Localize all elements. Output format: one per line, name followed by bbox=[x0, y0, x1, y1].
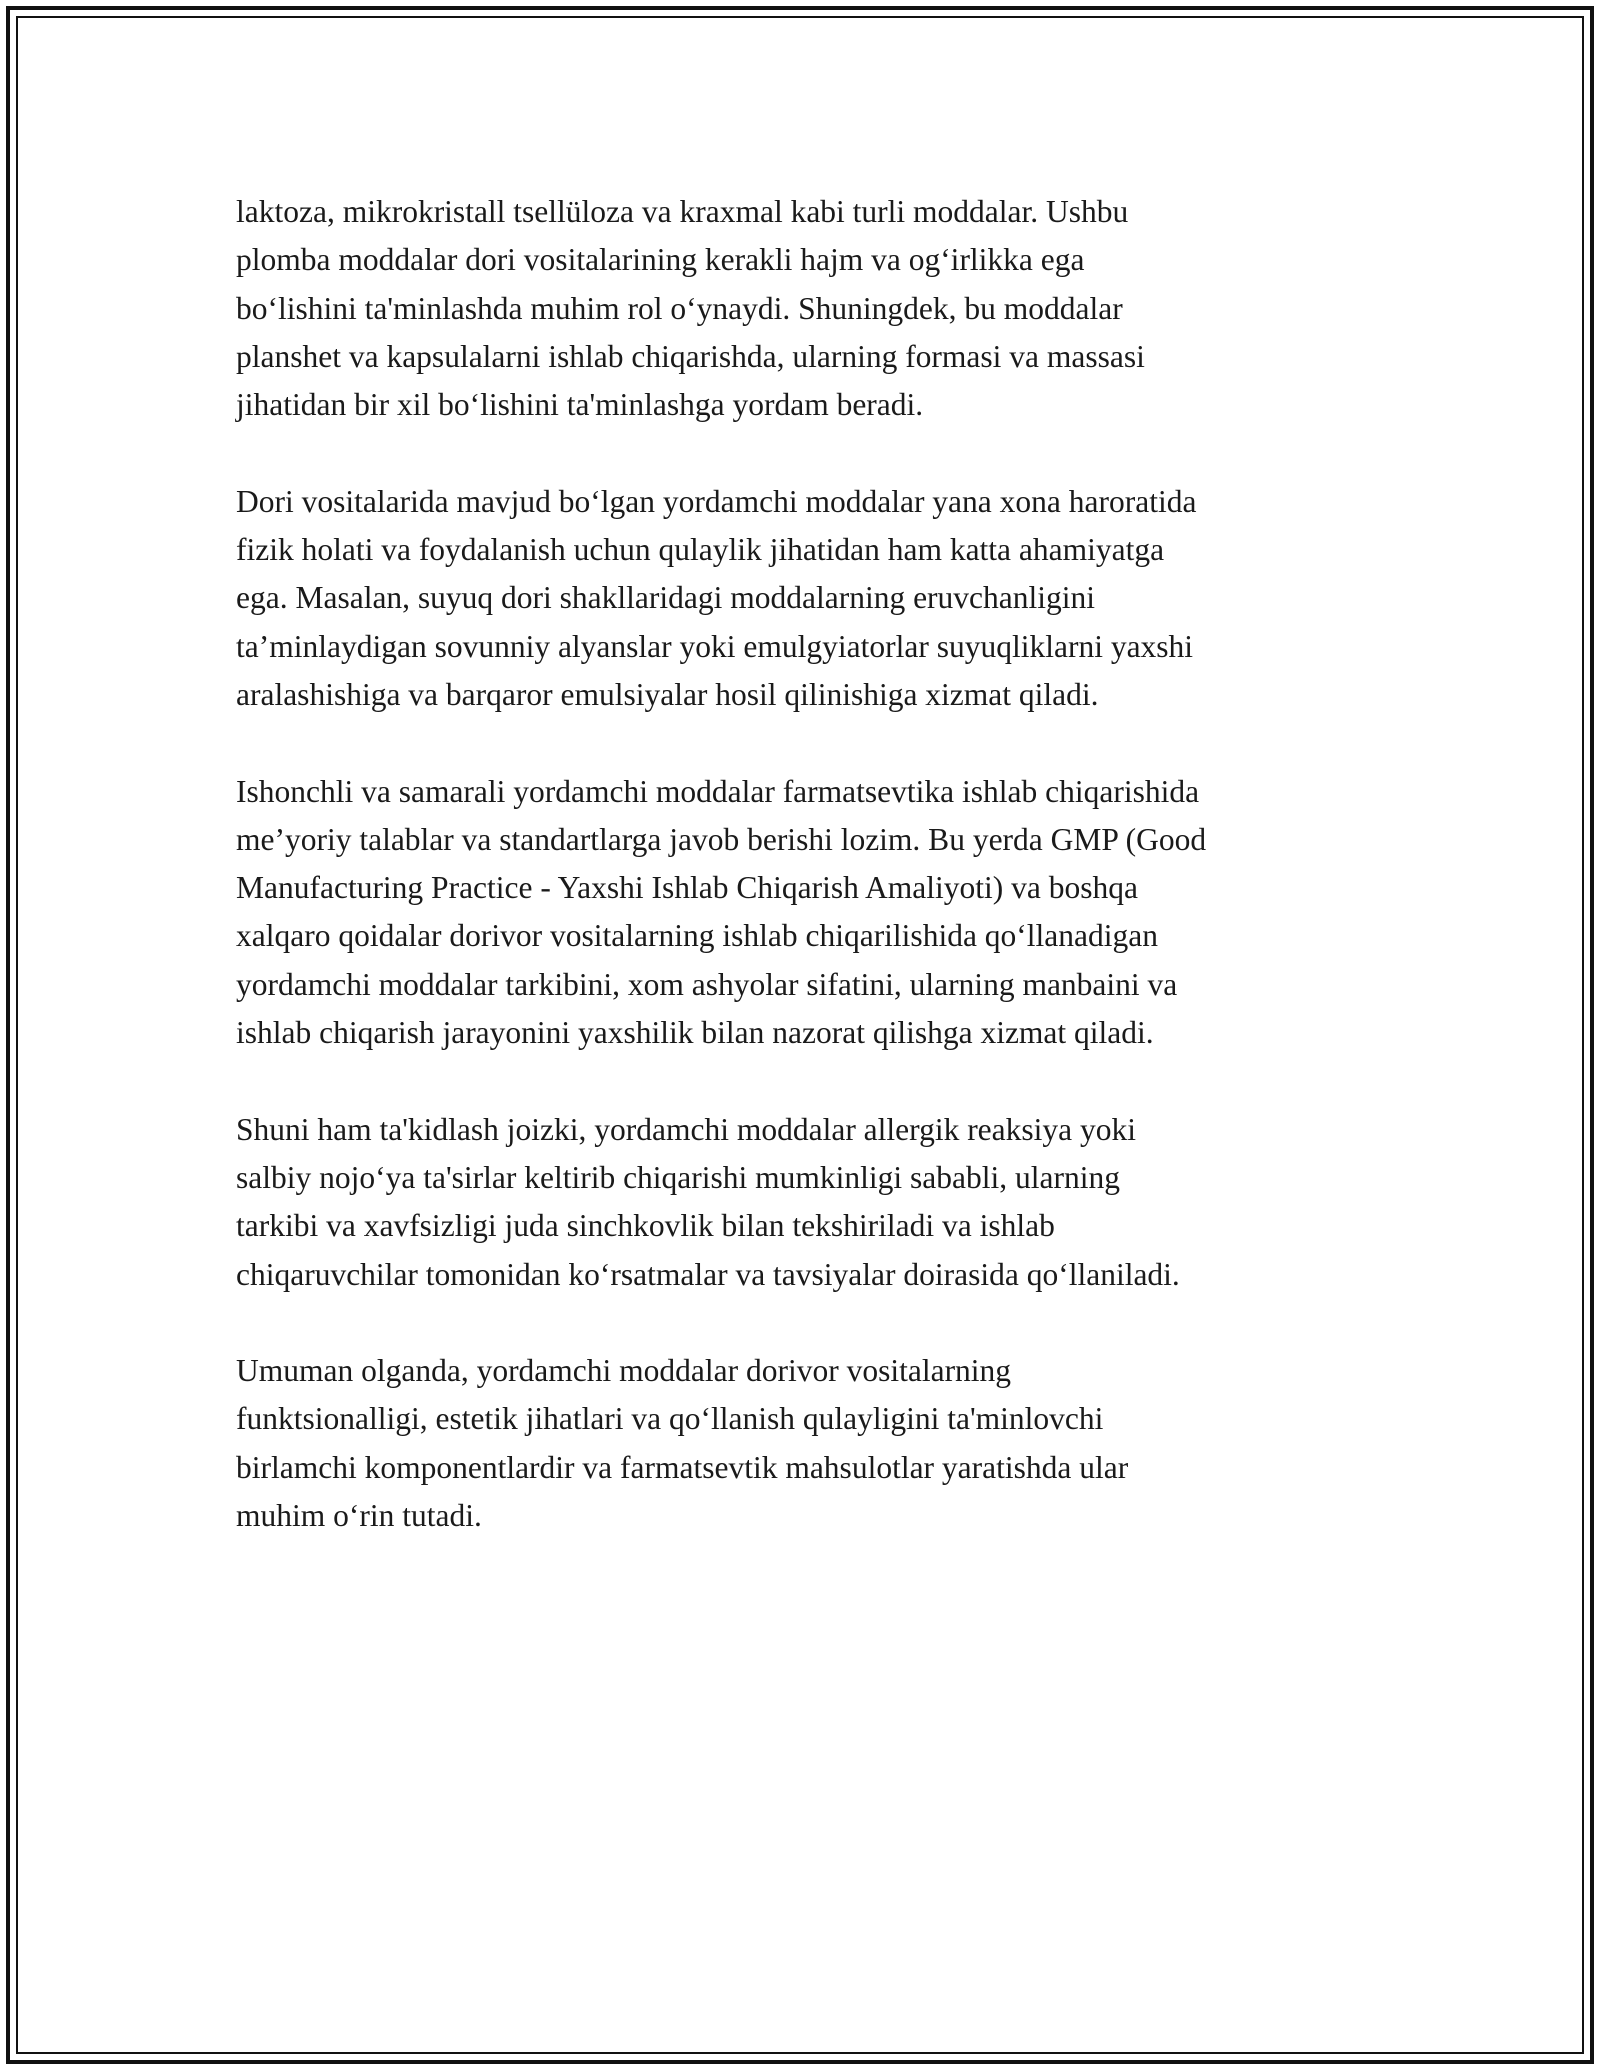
document-body bbox=[236, 188, 1376, 1589]
paragraph-5: Umuman olganda, yordamchi moddalar dorivor vositalarning funktsionalligi, estetik jihatlari va qo‘llanish qulayligini ta'minlovchi birlamchi komponentlardir va farmatsevtik mahsulotlar yaratishda ular muhim o‘rin tutadi. bbox=[236, 1353, 1129, 1534]
paragraph-3: Ishonchli va samarali yordamchi moddalar farmatsevtika ishlab chiqarishida me’yoriy talablar va standartlarga javob berishi lozim. Bu yerda GMP (Good Manufacturing Practice - Yaxshi Ishlab Chiqarish Amaliyoti) va boshqa xalqaro qoidalar dorivor vositalarning ishlab chiqarilishida qo‘llanadigan yordamchi moddalar tarkibini, xom ashyolar sifatini, ularning manbaini va ishlab chiqarish jarayonini yaxshilik bilan nazorat qilishga xizmat qiladi. bbox=[236, 773, 1207, 1051]
paragraph-1: laktoza, mikrokristall tsellüloza va kraxmal kabi turli moddalar. Ushbu plomba moddalar dori vositalarining kerakli hajm va og‘irlikka ega bo‘lishini ta'minlashda muhim rol o‘ynaydi. Shuningdek, bu moddalar planshet va kapsulalarni ishlab chiqarishda, ularning formasi va massasi jihatidan bir xil bo‘lishini ta'minlashga yordam beradi. bbox=[236, 194, 1145, 423]
paragraph-2: Dori vositalarida mavjud bo‘lgan yordamchi moddalar yana xona haroratida fizik holati va foydalanish uchun qulaylik jihatidan ham katta ahamiyatga ega. Masalan, suyuq dori shakllaridagi moddalarning eruvchanligini ta’minlaydigan sovunniy alyanslar yoki emulgyiatorlar suyuqliklarni yaxshi aralashishiga va barqaror emulsiyalar hosil qilinishiga xizmat qiladi. bbox=[236, 483, 1197, 712]
paragraph-4: Shuni ham ta'kidlash joizki, yordamchi moddalar allergik reaksiya yoki salbiy nojo‘ya ta'sirlar keltirib chiqarishi mumkinligi sababli, ularning tarkibi va xavfsizligi juda sinchkovlik bilan tekshiriladi va ishlab chiqaruvchilar tomonidan ko‘rsatmalar va tavsiyalar doirasida qo‘llaniladi. bbox=[236, 1111, 1180, 1292]
